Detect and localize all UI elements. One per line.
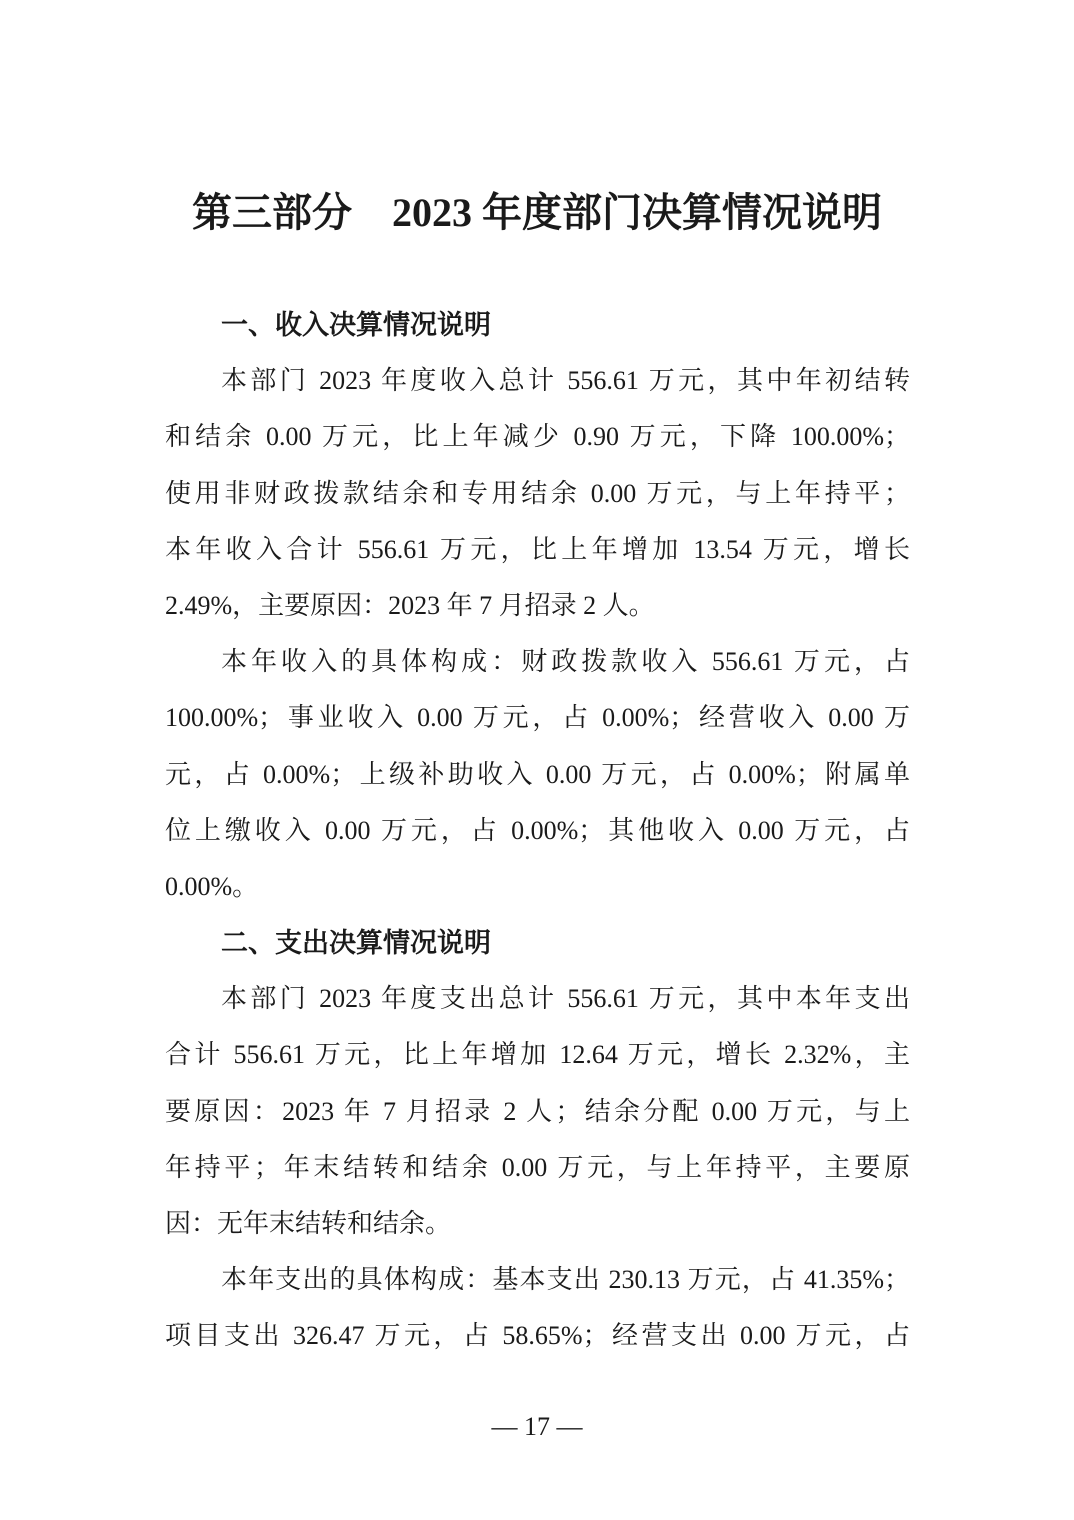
paragraph-expenditure-summary (165, 971, 910, 1252)
paragraph-line: 年持平；年末结转和结余 0.00 万元，与上年持平，主要原 (165, 1152, 910, 1182)
paragraph-line: 本年收入的具体构成：财政拨款收入 556.61 万元，占 (221, 647, 910, 677)
paragraph-line: 项目支出 326.47 万元，占 58.65%；经营支出 0.00 万元，占 (165, 1321, 910, 1351)
document-body (165, 297, 910, 1365)
page-title: 第三部分 2023 年度部门决算情况说明 (192, 190, 882, 235)
paragraph-line: 因：无年末结转和结余。 (165, 1209, 452, 1238)
paragraph-income-summary (165, 353, 910, 634)
paragraph-line: 本年收入合计 556.61 万元，比上年增加 13.54 万元，增长 (165, 534, 910, 564)
section-heading-expenditure: 二、支出决算情况说明 (221, 928, 491, 959)
paragraph-line: 位上缴收入 0.00 万元，占 0.00%；其他收入 0.00 万元，占 (165, 815, 910, 845)
paragraph-line: 本部门 2023 年度收入总计 556.61 万元，其中年初结转 (221, 366, 910, 396)
section-heading-income: 一、收入决算情况说明 (221, 310, 491, 340)
paragraph-line: 100.00%；事业收入 0.00 万元，占 0.00%；经营收入 0.00 万 (165, 703, 910, 733)
paragraph-line: 本部门 2023 年度支出总计 556.61 万元，其中本年支出 (221, 984, 910, 1014)
paragraph-line: 元，占 0.00%；上级补助收入 0.00 万元，占 0.00%；附属单 (165, 759, 910, 789)
paragraph-line: 使用非财政拨款结余和专用结余 0.00 万元，与上年持平； (165, 478, 910, 508)
paragraph-line: 合计 556.61 万元，比上年增加 12.64 万元，增长 2.32%，主 (165, 1040, 910, 1070)
paragraph-expenditure-composition (165, 1252, 910, 1364)
paragraph-line: 本年支出的具体构成：基本支出 230.13 万元，占 41.35%； (221, 1265, 910, 1295)
paragraph-line: 0.00%。 (165, 871, 259, 901)
page-number: — 17 — (491, 1412, 583, 1441)
paragraph-income-composition (165, 634, 910, 915)
paragraph-line: 要原因：2023 年 7 月招录 2 人；结余分配 0.00 万元，与上 (165, 1096, 910, 1126)
paragraph-line: 2.49%，主要原因：2023 年 7 月招录 2 人。 (165, 590, 655, 620)
paragraph-line: 和结余 0.00 万元，比上年减少 0.90 万元，下降 100.00%； (165, 422, 910, 452)
